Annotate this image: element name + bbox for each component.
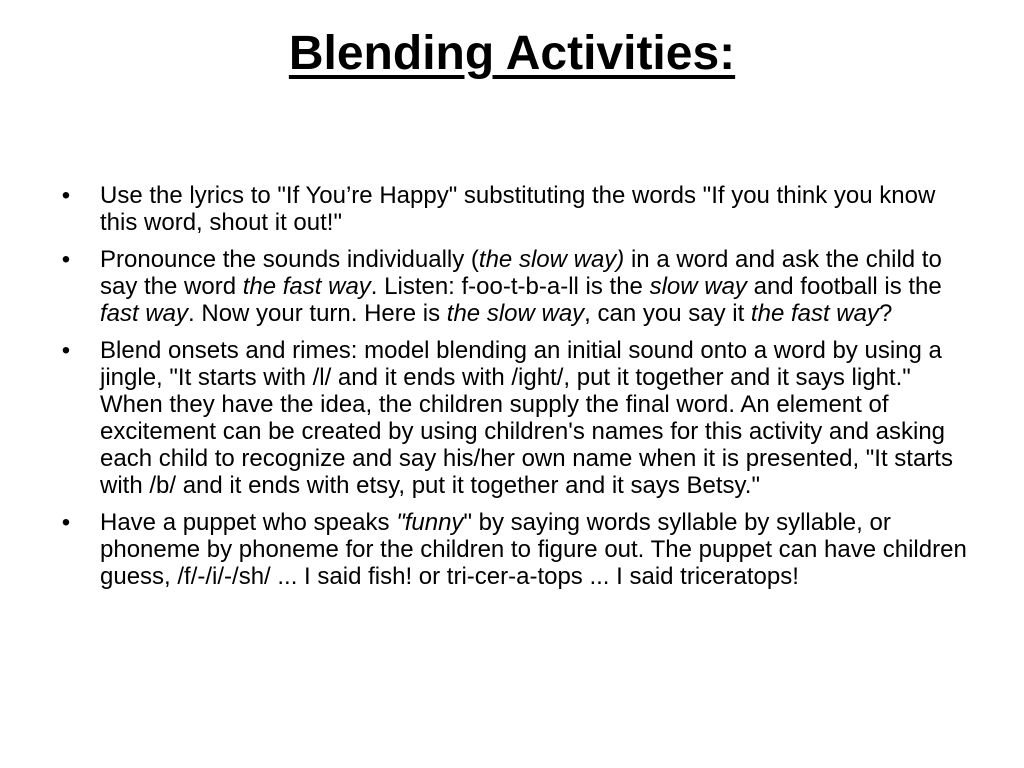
slide-title: Blending Activities: (288, 27, 736, 80)
text-segment: Pronounce the sounds individually ( (100, 246, 479, 273)
italic-segment: the slow way (446, 300, 585, 327)
bullet-text (100, 509, 968, 590)
bullet-text (100, 182, 968, 236)
text-segment: " by saying words syllable by syllable, or phoneme by phoneme for the children to figure out. The puppet can have children guess, /f/-/i/-/sh/ ... I said fish! or tri-cer-a-tops ... I said triceratops! (100, 509, 967, 590)
text-segment: in a word and ask the child to say the word (100, 246, 942, 300)
italic-segment: slow way (649, 273, 747, 300)
bullet-list (56, 182, 968, 600)
text-segment: . Now your turn. Here is (188, 300, 447, 327)
text-segment: and football is the (746, 273, 942, 300)
bullet-text (100, 246, 968, 327)
italic-segment: the slow way) (478, 246, 625, 273)
italic-segment: fast way (100, 300, 189, 327)
text-segment: Use the lyrics to "If You’re Happy" substituting the words "If you think you know this word, shout it out!" (100, 182, 936, 236)
text-segment: , can you say it (584, 300, 751, 327)
text-segment: Blend onsets and rimes: model blending an initial sound onto a word by using a jingle, "It starts with /l/ and it ends with /ight/, put it together and it says light." When they have the idea, the children supply the final word. An element of excitement can be created by using children's names for this activity and asking each child to recognize and say his/her own name when it is presented, "It starts with /b/ and it ends with etsy, put it together and it says Betsy." (100, 337, 953, 499)
bullet-dot-icon: • (61, 246, 71, 273)
italic-segment: the fast way (750, 300, 879, 327)
italic-segment: the fast way (242, 273, 371, 300)
text-segment: ? (878, 300, 893, 327)
bullet-text (100, 337, 968, 499)
bullet-item (56, 337, 968, 499)
bullet-dot-icon: • (61, 337, 71, 364)
bullet-item (56, 246, 968, 327)
text-segment: . Listen: f-oo-t-b-a-ll is the (370, 273, 650, 300)
bullet-dot-icon: • (61, 509, 71, 536)
text-segment: Have a puppet who speaks (100, 509, 397, 536)
bullet-item (56, 182, 968, 236)
bullet-dot-icon: • (61, 182, 71, 209)
italic-segment: "funny (396, 509, 464, 536)
bullet-item (56, 509, 968, 590)
